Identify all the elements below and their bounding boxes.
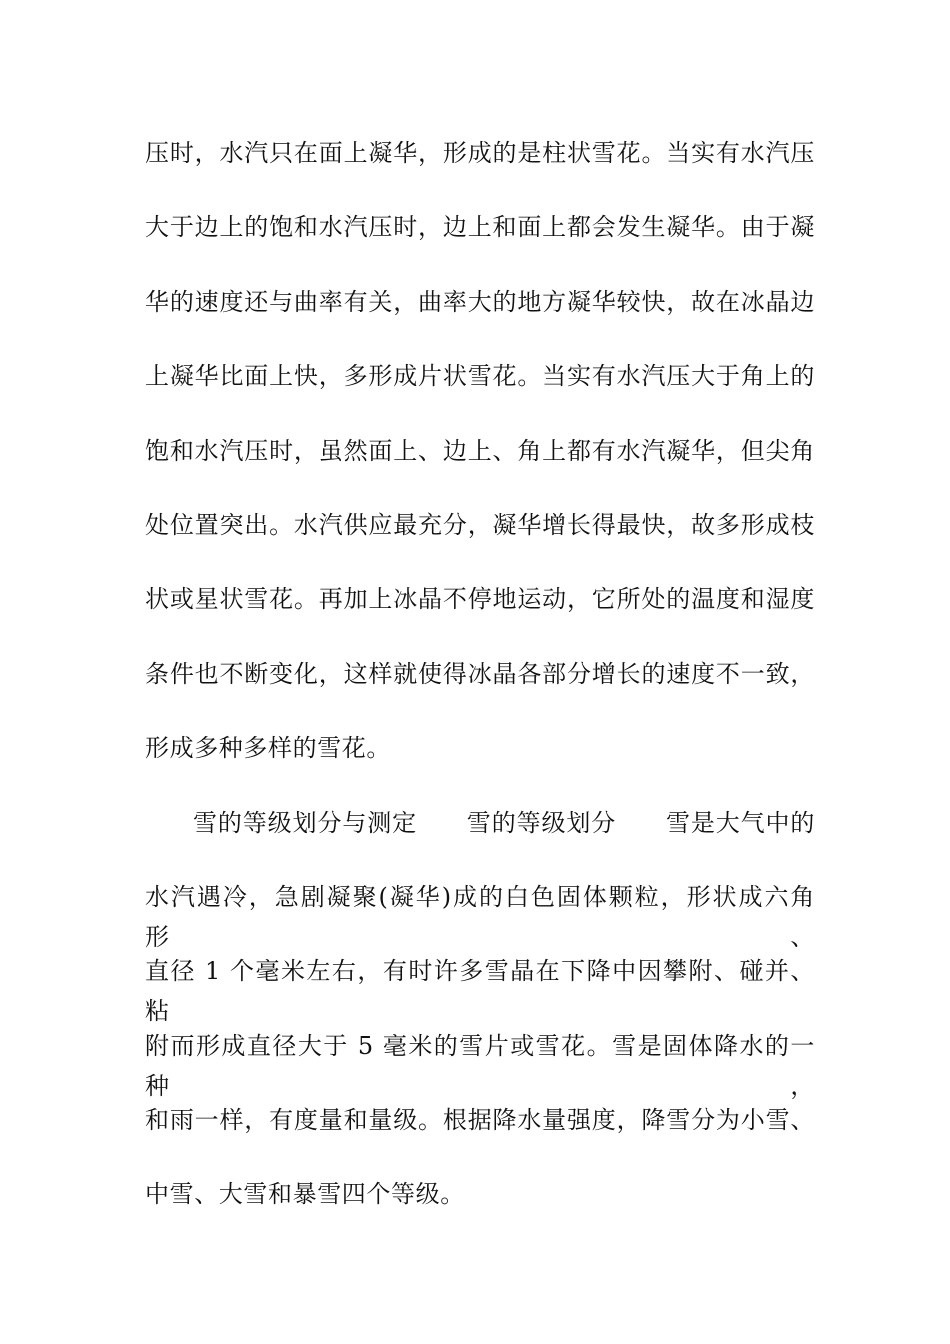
text-line: 压时，水汽只在面上凝华，形成的是柱状雪花。当实有水汽压 bbox=[145, 139, 815, 167]
text-line: 处位置突出。水汽供应最充分，凝华增长得最快，故多形成枝 bbox=[145, 510, 815, 539]
text-line: 和雨一样，有度量和量级。根据降水量强度，降雪分为小雪、 bbox=[145, 1106, 815, 1135]
text-line: 大于边上的饱和水汽压时，边上和面上都会发生凝华。由于凝 bbox=[145, 213, 815, 242]
text-line-paragraph-start: 雪的等级划分与测定 雪的等级划分 雪是大气中的 bbox=[193, 808, 815, 837]
document-body bbox=[145, 133, 815, 1249]
text-line: 附而形成直径大于 5 毫米的雪片或雪花。雪是固体降水的一种， bbox=[145, 1031, 815, 1100]
text-line: 条件也不断变化，这样就使得冰晶各部分增长的速度不一致， bbox=[145, 659, 815, 688]
text-line-paragraph-end: 形成多种多样的雪花。 bbox=[145, 734, 391, 763]
text-line: 直径 1 个毫米左右，有时许多雪晶在下降中因攀附、碰并、粘 bbox=[145, 957, 815, 1026]
text-line: 华的速度还与曲率有关，曲率大的地方凝华较快，故在冰晶边 bbox=[145, 287, 815, 316]
text-line: 饱和水汽压时，虽然面上、边上、角上都有水汽凝华，但尖角 bbox=[145, 436, 815, 465]
text-line: 状或星状雪花。再加上冰晶不停地运动，它所处的温度和湿度 bbox=[145, 585, 815, 614]
text-line: 水汽遇冷，急剧凝聚(凝华)成的白色固体颗粒，形状成六角形、 bbox=[145, 882, 815, 951]
text-line: 上凝华比面上快，多形成片状雪花。当实有水汽压大于角上的 bbox=[145, 362, 815, 391]
text-line-paragraph-end: 中雪、大雪和暴雪四个等级。 bbox=[145, 1180, 465, 1209]
